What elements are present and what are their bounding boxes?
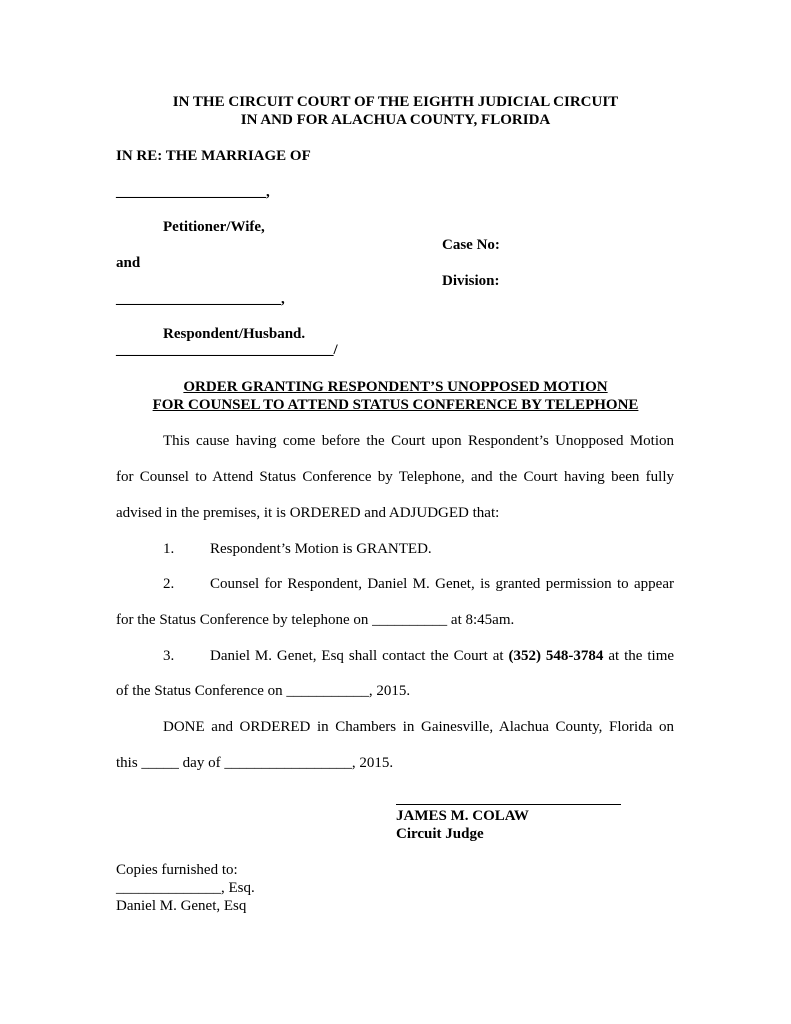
case-number-label: Case No: bbox=[442, 237, 500, 253]
respondent-name-blank: ______________________, bbox=[116, 291, 285, 307]
item-3-text-post: at the time bbox=[608, 648, 675, 664]
intro-paragraph-line-3: advised in the premises, it is ORDERED and ADJUDGED that: bbox=[116, 505, 500, 521]
intro-paragraph-line-1: This cause having come before the Court upon Respondent’s Unopposed Motion bbox=[163, 433, 674, 449]
judge-title: Circuit Judge bbox=[396, 826, 484, 842]
item-2-line-1: Counsel for Respondent, Daniel M. Genet, is granted permission to appear bbox=[210, 576, 674, 592]
court-header-line-1: IN THE CIRCUIT COURT OF THE EIGHTH JUDICIAL CIRCUIT bbox=[172, 94, 619, 110]
respondent-label: Respondent/Husband. bbox=[163, 326, 306, 342]
court-phone-number: (352) 548-3784 bbox=[508, 648, 604, 664]
item-1-number: 1. bbox=[163, 541, 175, 557]
petitioner-label: Petitioner/Wife, bbox=[163, 219, 265, 235]
copies-recipient-2: Daniel M. Genet, Esq bbox=[116, 898, 247, 914]
item-1-text: Respondent’s Motion is GRANTED. bbox=[210, 541, 432, 557]
item-3-number: 3. bbox=[163, 648, 175, 664]
order-title-line-1: ORDER GRANTING RESPONDENT’S UNOPPOSED MOTION bbox=[183, 379, 608, 395]
item-2-line-2: for the Status Conference by telephone on __________ at 8:45am. bbox=[116, 612, 515, 628]
item-2-number: 2. bbox=[163, 576, 175, 592]
court-header-line-2: IN AND FOR ALACHUA COUNTY, FLORIDA bbox=[240, 112, 551, 128]
item-3-line-2: of the Status Conference on ___________, 2015. bbox=[116, 683, 411, 699]
signature-line bbox=[396, 804, 621, 805]
copies-furnished-label: Copies furnished to: bbox=[116, 862, 238, 878]
in-re-heading: IN RE: THE MARRIAGE OF bbox=[116, 148, 311, 164]
petitioner-name-blank: ____________________, bbox=[116, 184, 270, 200]
order-title-line-2: FOR COUNSEL TO ATTEND STATUS CONFERENCE BY TELEPHONE bbox=[152, 397, 639, 413]
copies-recipient-1: ______________, Esq. bbox=[116, 880, 255, 896]
item-3-text-pre: Daniel M. Genet, Esq shall contact the Court at bbox=[210, 648, 504, 664]
caption-closing-line: _____________________________/ bbox=[116, 342, 338, 358]
division-label: Division: bbox=[442, 273, 500, 289]
judge-name: JAMES M. COLAW bbox=[396, 808, 529, 824]
intro-paragraph-line-2: for Counsel to Attend Status Conference by Telephone, and the Court having been fully bbox=[116, 469, 674, 485]
item-3-line-1 bbox=[210, 648, 674, 665]
and-label: and bbox=[116, 255, 141, 271]
done-ordered-line-2: this _____ day of _________________, 2015. bbox=[116, 755, 394, 771]
done-ordered-line-1: DONE and ORDERED in Chambers in Gainesville, Alachua County, Florida on bbox=[163, 719, 674, 735]
